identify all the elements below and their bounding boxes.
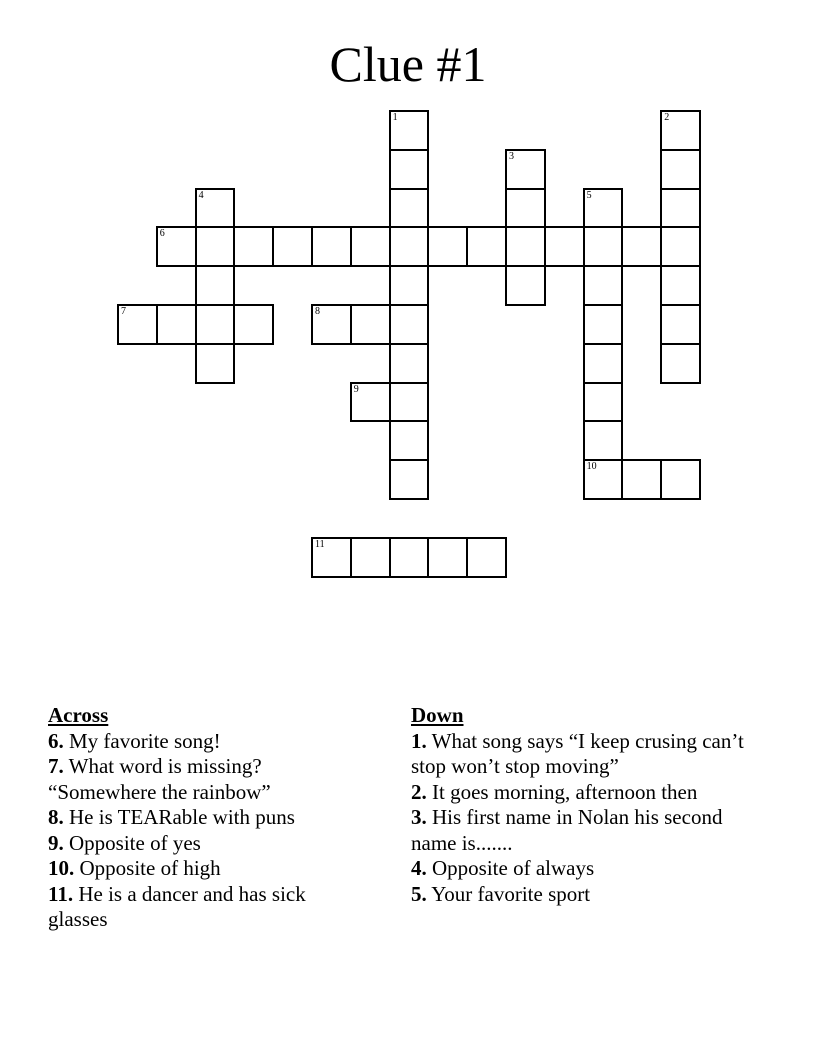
crossword-cell[interactable] (389, 226, 430, 267)
crossword-cell[interactable] (660, 226, 701, 267)
crossword-cell[interactable] (583, 343, 624, 384)
clue-number: 6. (48, 728, 64, 753)
crossword-cell[interactable] (660, 188, 701, 229)
crossword-cell[interactable] (195, 226, 236, 267)
crossword-cell[interactable] (466, 226, 507, 267)
crossword-cell[interactable] (583, 188, 624, 229)
clue-across-7 (48, 754, 353, 805)
clue-text: My favorite song! (69, 728, 221, 753)
crossword-cell[interactable] (389, 343, 430, 384)
cell-number: 11 (315, 538, 325, 550)
crossword-cell[interactable] (311, 304, 352, 345)
crossword-cell[interactable] (195, 304, 236, 345)
page-title: Clue #1 (329, 36, 487, 92)
cell-number: 3 (509, 150, 514, 162)
crossword-cell[interactable] (621, 459, 662, 500)
clue-number: 2. (411, 779, 427, 804)
crossword-cell[interactable] (427, 226, 468, 267)
clue-number: 4. (411, 856, 427, 880)
cell-number: 9 (353, 383, 359, 395)
down-clues (411, 703, 746, 907)
crossword-cell[interactable] (583, 382, 624, 423)
clue-text: What song says “I keep crusing can’t stop won’t stop moving” (411, 728, 744, 778)
cell-number: 7 (121, 306, 126, 317)
crossword-cell[interactable] (389, 188, 430, 229)
crossword-cell[interactable] (389, 304, 430, 345)
clue-number: 9. (48, 830, 64, 855)
crossword-cell[interactable] (660, 304, 701, 345)
clue-number: 10. (48, 856, 75, 880)
crossword-cell[interactable] (427, 537, 468, 578)
crossword-cell[interactable] (389, 537, 430, 578)
clue-down-5 (411, 882, 746, 908)
cell-number: 2 (664, 112, 670, 123)
crossword-cell[interactable] (583, 226, 624, 267)
crossword-cell[interactable] (156, 304, 197, 345)
cell-number: 5 (586, 189, 592, 201)
clue-across-6 (48, 729, 353, 755)
clue-text: He is a dancer and has sick glasses (48, 881, 306, 931)
crossword-cell[interactable] (389, 265, 430, 306)
clue-number: 8. (48, 805, 64, 829)
cell-number: 1 (392, 112, 398, 123)
crossword-cell[interactable] (350, 304, 391, 345)
crossword-cell[interactable] (583, 265, 624, 306)
clue-text: It goes morning, afternoon then (432, 779, 698, 804)
down-heading: Down (411, 703, 464, 727)
crossword-cell[interactable] (660, 265, 701, 306)
crossword-cell[interactable] (660, 110, 701, 151)
clue-down-2 (411, 780, 746, 806)
crossword-cell[interactable] (466, 537, 507, 578)
crossword-cell[interactable] (156, 226, 197, 267)
clue-number: 5. (411, 881, 427, 906)
crossword-cell[interactable] (311, 537, 352, 578)
crossword-cell[interactable] (583, 304, 624, 345)
crossword-cell[interactable] (195, 343, 236, 384)
crossword-cell[interactable] (350, 226, 391, 267)
crossword-cell[interactable] (389, 459, 430, 500)
clue-text: Opposite of high (79, 856, 221, 880)
clue-text: He is TEARable with puns (69, 805, 295, 829)
clue-number: 7. (48, 754, 64, 778)
crossword-cell[interactable] (505, 188, 546, 229)
across-clues (48, 703, 353, 933)
cell-number: 10 (586, 461, 597, 473)
crossword-cell[interactable] (505, 149, 546, 190)
clue-across-10 (48, 856, 353, 882)
clue-text: What word is missing? “Somewhere the rainbow” (48, 754, 271, 804)
crossword-cell[interactable] (117, 304, 158, 345)
crossword-cell[interactable] (350, 537, 391, 578)
clue-down-1 (411, 729, 746, 780)
clue-across-8 (48, 805, 353, 831)
clue-down-3 (411, 805, 746, 856)
crossword-cell[interactable] (505, 265, 546, 306)
crossword-cell[interactable] (505, 226, 546, 267)
clue-number: 3. (411, 805, 427, 829)
clue-number: 1. (411, 728, 427, 753)
clue-text: His first name in Nolan his second name is....... (411, 805, 723, 855)
cell-number: 4 (198, 189, 204, 201)
clue-text: Opposite of yes (69, 830, 201, 855)
across-heading: Across (48, 703, 109, 727)
clue-text: Your favorite sport (431, 881, 591, 906)
crossword-cell[interactable] (583, 420, 624, 461)
crossword-cell[interactable] (583, 459, 624, 500)
clue-across-11 (48, 882, 353, 933)
crossword-cell[interactable] (311, 226, 352, 267)
crossword-cell[interactable] (660, 459, 701, 500)
crossword-cell[interactable] (544, 226, 585, 267)
clue-down-4 (411, 856, 746, 882)
crossword-cell[interactable] (272, 226, 313, 267)
cell-number: 6 (159, 228, 165, 240)
crossword-cell[interactable] (660, 343, 701, 384)
crossword-cell[interactable] (350, 382, 391, 423)
crossword-cell[interactable] (389, 149, 430, 190)
crossword-cell[interactable] (389, 420, 430, 461)
crossword-cell[interactable] (195, 188, 236, 229)
clue-across-9 (48, 831, 353, 857)
crossword-cell[interactable] (660, 149, 701, 190)
clue-number: 11. (48, 881, 74, 906)
crossword-cell[interactable] (389, 382, 430, 423)
crossword-cell[interactable] (621, 226, 662, 267)
crossword-cell[interactable] (233, 226, 274, 267)
cell-number: 8 (315, 306, 320, 317)
crossword-cell[interactable] (389, 110, 430, 151)
crossword-cell[interactable] (195, 265, 236, 306)
clue-text: Opposite of always (432, 856, 595, 880)
crossword-cell[interactable] (233, 304, 274, 345)
